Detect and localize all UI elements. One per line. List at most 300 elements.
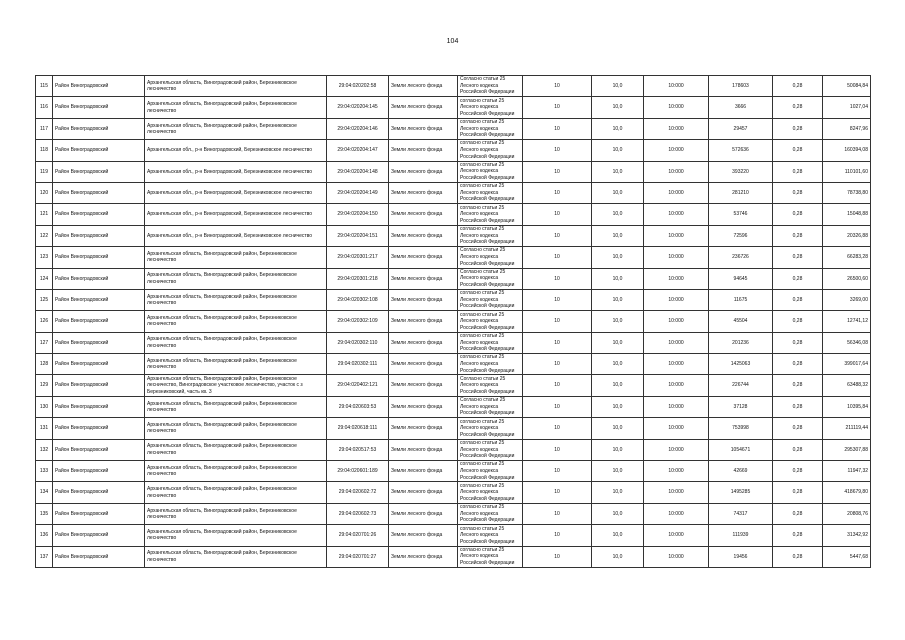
cadastral-number-cell: 29:04:020204:147 [327,140,389,161]
table-row [36,375,871,396]
land-category-cell: Земли лесного фонда [389,525,458,546]
area-cell: 3666 [709,97,773,118]
total-cell: 56346,08 [823,332,871,353]
coefficient-cell: 10 [523,97,592,118]
area-cell: 201236 [709,332,773,353]
row-number-cell: 120 [36,182,53,203]
area-cell: 42669 [709,461,773,482]
address-cell: Архангельская область, Виноградовский район, Березниковское лесничество [145,76,327,97]
coefficient-cell: 10,0 [592,461,644,482]
coefficient-cell: 10 [523,503,592,524]
coefficient-cell: 10,0 [592,140,644,161]
land-category-cell: Земли лесного фонда [389,289,458,310]
rate-cell: 0,28 [773,204,823,225]
cadastral-number-cell: 29:04:020602:73 [327,503,389,524]
coefficient-cell: 10:000 [644,76,709,97]
rate-cell: 0,28 [773,439,823,460]
legal-basis-cell: Согласно статьи 25 Лесного кодекса Российской Федерации [458,76,523,97]
district-cell: Район Виноградовский [53,418,145,439]
rate-cell: 0,28 [773,289,823,310]
rate-cell: 0,28 [773,396,823,417]
cadastral-number-cell: 29:04:020701:27 [327,546,389,567]
total-cell: 295307,88 [823,439,871,460]
land-category-cell: Земли лесного фонда [389,396,458,417]
coefficient-cell: 10,0 [592,204,644,225]
coefficient-cell: 10:000 [644,97,709,118]
table-row [36,97,871,118]
district-cell: Район Виноградовский [53,546,145,567]
coefficient-cell: 10 [523,76,592,97]
district-cell: Район Виноградовский [53,375,145,396]
address-cell: Архангельская область, Виноградовский район, Березниковское лесничество [145,247,327,268]
coefficient-cell: 10 [523,225,592,246]
address-cell: Архангельская область, Виноградовский район, Березниковское лесничество [145,546,327,567]
coefficient-cell: 10:000 [644,332,709,353]
cadastral-number-cell: 29:04:020517:53 [327,439,389,460]
table-row [36,204,871,225]
coefficient-cell: 10,0 [592,525,644,546]
table-row [36,247,871,268]
coefficient-cell: 10:000 [644,289,709,310]
legal-basis-cell: согласно статьи 25 Лесного кодекса Российской Федерации [458,140,523,161]
area-cell: 53746 [709,204,773,225]
legal-basis-cell: согласно статьи 25 Лесного кодекса Российской Федерации [458,546,523,567]
address-cell: Архангельская область, Виноградовский район, Березниковское лесничество [145,525,327,546]
row-number-cell: 130 [36,396,53,417]
total-cell: 66283,28 [823,247,871,268]
area-cell: 393220 [709,161,773,182]
land-category-cell: Земли лесного фонда [389,311,458,332]
coefficient-cell: 10,0 [592,76,644,97]
coefficient-cell: 10:000 [644,225,709,246]
address-cell: Архангельская область, Виноградовский район, Березниковское лесничество [145,354,327,375]
total-cell: 160394,08 [823,140,871,161]
area-cell: 753998 [709,418,773,439]
coefficient-cell: 10 [523,182,592,203]
coefficient-cell: 10,0 [592,161,644,182]
district-cell: Район Виноградовский [53,268,145,289]
address-cell: Архангельская обл., р-н Виноградовский, Березниковское лесничество [145,161,327,182]
row-number-cell: 115 [36,76,53,97]
coefficient-cell: 10 [523,332,592,353]
address-cell: Архангельская область, Виноградовский район, Березниковское лесничество [145,289,327,310]
total-cell: 63488,32 [823,375,871,396]
land-category-cell: Земли лесного фонда [389,182,458,203]
row-number-cell: 124 [36,268,53,289]
rate-cell: 0,28 [773,268,823,289]
row-number-cell: 116 [36,97,53,118]
district-cell: Район Виноградовский [53,332,145,353]
coefficient-cell: 10 [523,461,592,482]
table-body [36,76,871,568]
coefficient-cell: 10:000 [644,140,709,161]
district-cell: Район Виноградовский [53,396,145,417]
coefficient-cell: 10:000 [644,375,709,396]
row-number-cell: 117 [36,118,53,139]
coefficient-cell: 10 [523,247,592,268]
land-category-cell: Земли лесного фонда [389,418,458,439]
rate-cell: 0,28 [773,461,823,482]
coefficient-cell: 10 [523,161,592,182]
land-category-cell: Земли лесного фонда [389,97,458,118]
coefficient-cell: 10:000 [644,396,709,417]
district-cell: Район Виноградовский [53,182,145,203]
coefficient-cell: 10 [523,439,592,460]
total-cell: 399017,64 [823,354,871,375]
rate-cell: 0,28 [773,225,823,246]
legal-basis-cell: Согласно статьи 25 Лесного кодекса Российской Федерации [458,268,523,289]
coefficient-cell: 10 [523,546,592,567]
table-row [36,182,871,203]
rate-cell: 0,28 [773,247,823,268]
district-cell: Район Виноградовский [53,204,145,225]
area-cell: 281210 [709,182,773,203]
table-row [36,268,871,289]
district-cell: Район Виноградовский [53,461,145,482]
row-number-cell: 119 [36,161,53,182]
legal-basis-cell: Согласно статьи 25 Лесного кодекса Российской Федерации [458,375,523,396]
coefficient-cell: 10,0 [592,247,644,268]
legal-basis-cell: согласно статьи 25 Лесного кодекса Российской Федерации [458,97,523,118]
area-cell: 72596 [709,225,773,246]
coefficient-cell: 10:000 [644,546,709,567]
row-number-cell: 118 [36,140,53,161]
rate-cell: 0,28 [773,482,823,503]
table-row [36,439,871,460]
address-cell: Архангельская обл., р-н Виноградовский, Березниковское лесничество [145,225,327,246]
coefficient-cell: 10:000 [644,461,709,482]
coefficient-cell: 10,0 [592,375,644,396]
row-number-cell: 123 [36,247,53,268]
district-cell: Район Виноградовский [53,311,145,332]
row-number-cell: 121 [36,204,53,225]
legal-basis-cell: согласно статьи 25 Лесного кодекса Российской Федерации [458,182,523,203]
land-category-cell: Земли лесного фонда [389,461,458,482]
coefficient-cell: 10:000 [644,439,709,460]
row-number-cell: 127 [36,332,53,353]
area-cell: 236726 [709,247,773,268]
table-row [36,311,871,332]
land-category-cell: Земли лесного фонда [389,118,458,139]
row-number-cell: 136 [36,525,53,546]
row-number-cell: 129 [36,375,53,396]
total-cell: 418679,80 [823,482,871,503]
coefficient-cell: 10:000 [644,247,709,268]
area-cell: 111939 [709,525,773,546]
area-cell: 226744 [709,375,773,396]
total-cell: 5447,68 [823,546,871,567]
rate-cell: 0,28 [773,418,823,439]
land-category-cell: Земли лесного фонда [389,482,458,503]
page-number: 104 [446,38,459,45]
rate-cell: 0,28 [773,546,823,567]
land-category-cell: Земли лесного фонда [389,503,458,524]
coefficient-cell: 10 [523,418,592,439]
district-cell: Район Виноградовский [53,118,145,139]
coefficient-cell: 10,0 [592,396,644,417]
total-cell: 50084,84 [823,76,871,97]
area-cell: 1054671 [709,439,773,460]
coefficient-cell: 10,0 [592,332,644,353]
coefficient-cell: 10,0 [592,268,644,289]
coefficient-cell: 10 [523,118,592,139]
land-category-cell: Земли лесного фонда [389,76,458,97]
total-cell: 15048,88 [823,204,871,225]
table-row [36,396,871,417]
cadastral-number-cell: 29:04:020204:146 [327,118,389,139]
address-cell: Архангельская обл., р-н Виноградовский, Березниковское лесничество [145,140,327,161]
rate-cell: 0,28 [773,140,823,161]
row-number-cell: 134 [36,482,53,503]
rate-cell: 0,28 [773,332,823,353]
cadastral-number-cell: 29:04:020302:109 [327,311,389,332]
address-cell: Архангельская обл., р-н Виноградовский, Березниковское лесничество [145,182,327,203]
address-cell: Архангельская область, Виноградовский район, Березниковское лесничество [145,332,327,353]
area-cell: 94645 [709,268,773,289]
legal-basis-cell: согласно статьи 25 Лесного кодекса Российской Федерации [458,354,523,375]
row-number-cell: 137 [36,546,53,567]
cadastral-number-cell: 29:04:020603:53 [327,396,389,417]
legal-basis-cell: согласно статьи 25 Лесного кодекса Российской Федерации [458,525,523,546]
rate-cell: 0,28 [773,76,823,97]
row-number-cell: 126 [36,311,53,332]
legal-basis-cell: согласно статьи 25 Лесного кодекса Российской Федерации [458,204,523,225]
coefficient-cell: 10 [523,525,592,546]
coefficient-cell: 10:000 [644,311,709,332]
table-row [36,546,871,567]
coefficient-cell: 10,0 [592,182,644,203]
address-cell: Архангельская обл., р-н Виноградовский, Березниковское лесничество [145,204,327,225]
table-row [36,289,871,310]
area-cell: 178603 [709,76,773,97]
coefficient-cell: 10,0 [592,439,644,460]
table-row [36,482,871,503]
coefficient-cell: 10 [523,268,592,289]
district-cell: Район Виноградовский [53,76,145,97]
table-row [36,140,871,161]
rate-cell: 0,28 [773,311,823,332]
area-cell: 572636 [709,140,773,161]
cadastral-number-cell: 29:04:020402:121 [327,375,389,396]
row-number-cell: 125 [36,289,53,310]
row-number-cell: 122 [36,225,53,246]
legal-basis-cell: согласно статьи 25 Лесного кодекса Российской Федерации [458,461,523,482]
rate-cell: 0,28 [773,118,823,139]
coefficient-cell: 10:000 [644,503,709,524]
land-category-cell: Земли лесного фонда [389,225,458,246]
coefficient-cell: 10:000 [644,161,709,182]
coefficient-cell: 10:000 [644,482,709,503]
table-row [36,161,871,182]
row-number-cell: 132 [36,439,53,460]
address-cell: Архангельская область, Виноградовский район, Березниковское лесничество [145,396,327,417]
coefficient-cell: 10,0 [592,97,644,118]
table-row [36,332,871,353]
address-cell: Архангельская область, Виноградовский район, Березниковское лесничество, Виноградовское участковое лесничество, участок с з Березниковский, часть кв. 3 [145,375,327,396]
address-cell: Архангельская область, Виноградовский район, Березниковское лесничество [145,268,327,289]
cadastral-number-cell: 29:04:020204:150 [327,204,389,225]
rate-cell: 0,28 [773,375,823,396]
area-cell: 29457 [709,118,773,139]
coefficient-cell: 10 [523,311,592,332]
district-cell: Район Виноградовский [53,482,145,503]
coefficient-cell: 10,0 [592,354,644,375]
land-category-cell: Земли лесного фонда [389,439,458,460]
row-number-cell: 131 [36,418,53,439]
district-cell: Район Виноградовский [53,140,145,161]
legal-basis-cell: согласно статьи 25 Лесного кодекса Российской Федерации [458,225,523,246]
cadastral-number-cell: 29:04:020301:217 [327,247,389,268]
land-category-cell: Земли лесного фонда [389,161,458,182]
legal-basis-cell: Согласно статьи 25 Лесного кодекса Российской Федерации [458,396,523,417]
rate-cell: 0,28 [773,503,823,524]
coefficient-cell: 10 [523,354,592,375]
land-category-cell: Земли лесного фонда [389,268,458,289]
district-cell: Район Виноградовский [53,247,145,268]
cadastral-number-cell: 29:04:020204:148 [327,161,389,182]
address-cell: Архангельская область, Виноградовский район, Березниковское лесничество [145,482,327,503]
land-registry-table [35,75,871,568]
coefficient-cell: 10,0 [592,503,644,524]
coefficient-cell: 10:000 [644,204,709,225]
table-row [36,76,871,97]
row-number-cell: 128 [36,354,53,375]
cadastral-number-cell: 29:04:020302:111 [327,354,389,375]
land-category-cell: Земли лесного фонда [389,140,458,161]
rate-cell: 0,28 [773,161,823,182]
total-cell: 10395,84 [823,396,871,417]
table-row [36,118,871,139]
legal-basis-cell: согласно статьи 25 Лесного кодекса Российской Федерации [458,118,523,139]
area-cell: 1495285 [709,482,773,503]
coefficient-cell: 10,0 [592,311,644,332]
table-row [36,503,871,524]
total-cell: 12741,12 [823,311,871,332]
coefficient-cell: 10:000 [644,525,709,546]
district-cell: Район Виноградовский [53,525,145,546]
rate-cell: 0,28 [773,354,823,375]
district-cell: Район Виноградовский [53,503,145,524]
coefficient-cell: 10 [523,375,592,396]
land-category-cell: Земли лесного фонда [389,354,458,375]
row-number-cell: 135 [36,503,53,524]
cadastral-number-cell: 29:04:020204:145 [327,97,389,118]
total-cell: 110101,60 [823,161,871,182]
cadastral-number-cell: 29:04:020601:189 [327,461,389,482]
total-cell: 31342,92 [823,525,871,546]
legal-basis-cell: согласно статьи 25 Лесного кодекса Российской Федерации [458,482,523,503]
total-cell: 1027,04 [823,97,871,118]
address-cell: Архангельская область, Виноградовский район, Березниковское лесничество [145,97,327,118]
district-cell: Район Виноградовский [53,225,145,246]
land-category-cell: Земли лесного фонда [389,546,458,567]
legal-basis-cell: согласно статьи 25 Лесного кодекса Российской Федерации [458,439,523,460]
total-cell: 211119,44 [823,418,871,439]
area-cell: 11675 [709,289,773,310]
address-cell: Архангельская область, Виноградовский район, Березниковское лесничество [145,461,327,482]
area-cell: 19456 [709,546,773,567]
legal-basis-cell: согласно статьи 25 Лесного кодекса Российской Федерации [458,161,523,182]
legal-basis-cell: согласно статьи 25 Лесного кодекса Российской Федерации [458,418,523,439]
land-category-cell: Земли лесного фонда [389,204,458,225]
address-cell: Архангельская область, Виноградовский район, Березниковское лесничество [145,418,327,439]
table-row [36,461,871,482]
total-cell: 78738,80 [823,182,871,203]
coefficient-cell: 10:000 [644,118,709,139]
coefficient-cell: 10 [523,140,592,161]
cadastral-number-cell: 29:04:020204:151 [327,225,389,246]
cadastral-number-cell: 29:04:020302:108 [327,289,389,310]
area-cell: 37128 [709,396,773,417]
coefficient-cell: 10,0 [592,225,644,246]
cadastral-number-cell: 29:04:020202:58 [327,76,389,97]
cadastral-number-cell: 29:04:020204:149 [327,182,389,203]
total-cell: 26500,60 [823,268,871,289]
coefficient-cell: 10:000 [644,268,709,289]
coefficient-cell: 10:000 [644,354,709,375]
cadastral-number-cell: 29:04:020301:218 [327,268,389,289]
coefficient-cell: 10,0 [592,418,644,439]
district-cell: Район Виноградовский [53,289,145,310]
area-cell: 45504 [709,311,773,332]
total-cell: 20326,88 [823,225,871,246]
total-cell: 8247,96 [823,118,871,139]
district-cell: Район Виноградовский [53,439,145,460]
rate-cell: 0,28 [773,97,823,118]
coefficient-cell: 10:000 [644,418,709,439]
area-cell: 1425063 [709,354,773,375]
land-category-cell: Земли лесного фонда [389,247,458,268]
address-cell: Архангельская область, Виноградовский район, Березниковское лесничество [145,439,327,460]
total-cell: 20808,76 [823,503,871,524]
coefficient-cell: 10,0 [592,482,644,503]
table-row [36,225,871,246]
address-cell: Архангельская область, Виноградовский район, Березниковское лесничество [145,311,327,332]
cadastral-number-cell: 29:04:020302:110 [327,332,389,353]
coefficient-cell: 10,0 [592,118,644,139]
cadastral-number-cell: 29:04:020618:111 [327,418,389,439]
rate-cell: 0,28 [773,182,823,203]
coefficient-cell: 10 [523,289,592,310]
district-cell: Район Виноградовский [53,97,145,118]
legal-basis-cell: согласно статьи 25 Лесного кодекса Российской Федерации [458,332,523,353]
coefficient-cell: 10 [523,204,592,225]
address-cell: Архангельская область, Виноградовский район, Березниковское лесничество [145,503,327,524]
coefficient-cell: 10 [523,482,592,503]
legal-basis-cell: согласно статьи 25 Лесного кодекса Российской Федерации [458,503,523,524]
table-row [36,354,871,375]
coefficient-cell: 10,0 [592,289,644,310]
coefficient-cell: 10:000 [644,182,709,203]
land-category-cell: Земли лесного фонда [389,375,458,396]
row-number-cell: 133 [36,461,53,482]
total-cell: 3269,00 [823,289,871,310]
land-category-cell: Земли лесного фонда [389,332,458,353]
table-row [36,418,871,439]
address-cell: Архангельская область, Виноградовский район, Березниковское лесничество [145,118,327,139]
legal-basis-cell: Согласно статьи 25 Лесного кодекса Российской Федерации [458,247,523,268]
coefficient-cell: 10 [523,396,592,417]
area-cell: 74317 [709,503,773,524]
cadastral-number-cell: 29:04:020701:26 [327,525,389,546]
legal-basis-cell: согласно статьи 25 Лесного кодекса Российской Федерации [458,289,523,310]
table-row [36,525,871,546]
coefficient-cell: 10,0 [592,546,644,567]
district-cell: Район Виноградовский [53,161,145,182]
cadastral-number-cell: 29:04:020602:72 [327,482,389,503]
rate-cell: 0,28 [773,525,823,546]
legal-basis-cell: согласно статьи 25 Лесного кодекса Российской Федерации [458,311,523,332]
